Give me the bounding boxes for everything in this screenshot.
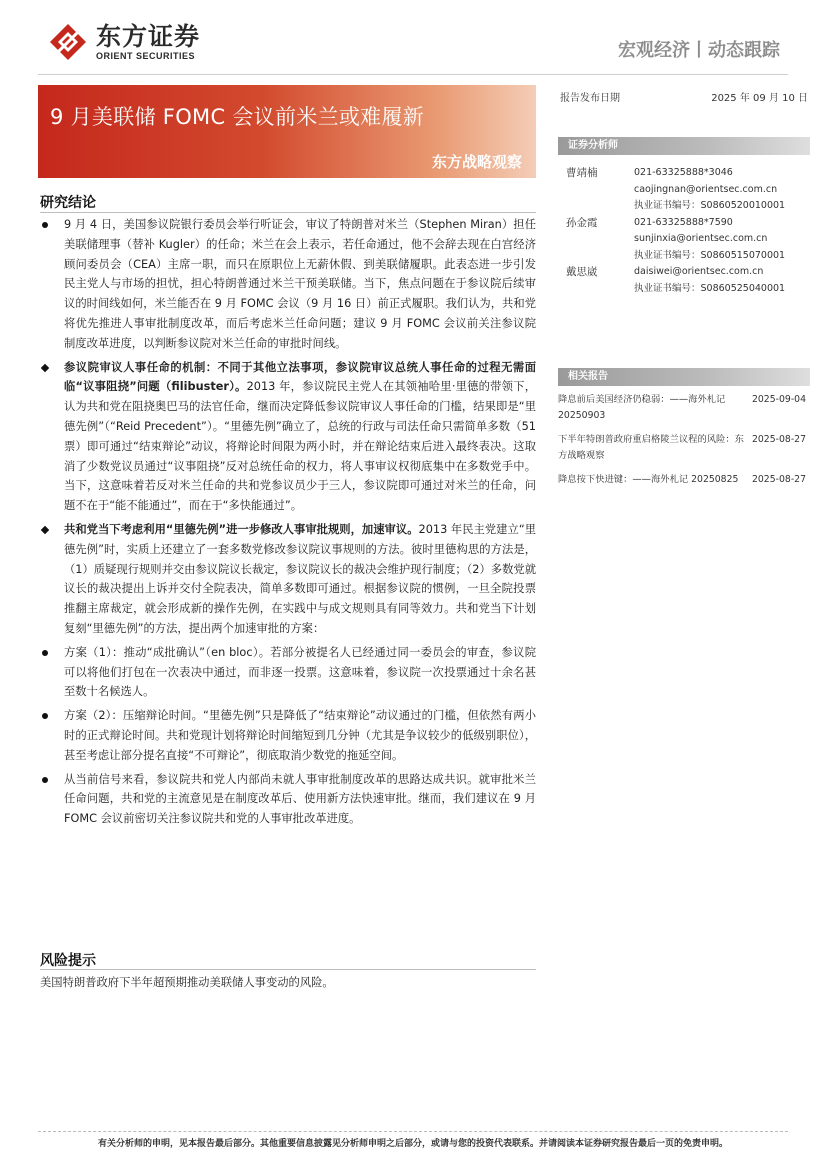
disclaimer-footer: 有关分析师的申明，见本报告最后部分。其他重要信息披露见分析师申明之后部分，或请与您的投资代表联系。并请阅读本证券研究报告最后一页的免责申明。 [97,1139,728,1149]
bullet-text: 2013 年，参议院民主党人在其领袖哈里·里德的带领下，认为共和党在阻挠奥巴马的法官任命，继而决定降低参议院审议人事任命的门槛，结果即是“里德先例”（“Reid Precedent”）。“里德先例”确立了，总统的行政与司法任命只需简单多数（51 票）即可通过“结束辩论”动议，将辩论时间限为两小时，并在辩论结束后进入最终表决。这取消了少数党议员通过“议事阻挠”反对总统任命的权力，将人事审议权彻底集中在多数党手中。当下，这意味着若反对米兰任命的共和党参议员少于三人，参议院即可通过对米兰的任命，问题不在于“能不能通过”，而在于“多快能通过”。 [64,380,536,513]
related-reports-header [558,368,810,386]
related-reports-header-label: 相关报告 [568,371,608,382]
report-date-value: 2025 年 09 月 10 日 [711,93,808,104]
related-report-title[interactable]: 降息前后美国经济仍稳弱：——海外札记 20250903 [558,394,726,421]
report-category: 宏观经济丨动态跟踪 [618,40,780,61]
analyst-phone: 021-63325888*7590 [634,216,733,228]
report-date [560,89,808,104]
risk-divider [40,969,536,970]
logo-chinese-name: 东方证券 [96,22,201,51]
conclusion-bullets [40,215,536,833]
analysts-list [566,165,810,297]
related-report-title[interactable]: 下半年特朗普政府重启格陵兰议程的风险：东方战略观察 [558,434,744,461]
analyst-row [566,165,810,182]
analyst-row [566,264,810,281]
bullet-lead: 共和党当下考虑利用“里德先例”进一步修改人事审批规则，加速审议。 [64,522,419,536]
analyst-row [566,198,810,215]
related-report-item[interactable] [558,472,810,488]
related-report-date: 2025-08-27 [751,434,806,445]
risk-heading: 风险提示 [40,953,96,969]
report-title: 9 月美联储 FOMC 会议前米兰或难履新 [50,105,425,129]
analyst-email[interactable]: sunjinxia@orientsec.com.cn [634,233,768,244]
risk-text: 美国特朗普政府下半年超预期推动美联储人事变动的风险。 [40,976,334,989]
analyst-row [566,182,810,199]
analyst-email[interactable]: daisiwei@orientsec.com.cn [634,266,764,277]
bullet-item [40,520,536,639]
bullet-text: 方案（1）：推动“成批确认”（en bloc）。若部分被提名人已经通过同一委员会的审查，参议院可以将他们打包在一次表决中通过，而非逐一投票。这意味着，参议院一次投票通过十余名甚至数十名候选人。 [64,645,536,699]
analyst-name: 孙金霞 [566,216,598,229]
analyst-row [566,281,810,298]
bullet-item [40,706,536,765]
conclusion-divider [40,212,536,213]
report-date-label: 报告发布日期 [560,93,620,104]
bullet-text: 9 月 4 日，美国参议院银行委员会举行听证会，审议了特朗普对米兰（Stephen Miran）担任美联储理事（替补 Kugler）的任命；米兰在会上表示，若任命通过，他不会辞去现在白宫经济顾问委员会（CEA）主席一职，而只在原职位上无薪休假、到美联储履职。此表态进一步引发民主党人与市场的担忧，担心特朗普通过米兰干预美联储。当下，焦点问题在于参议院后续审议的时间线如何，米兰能否在 9 月 FOMC 会议（9 月 16 日）前正式履职。我们认为，共和党将优先推进人事审批制度改革，而后考虑米兰任命问题；建议 9 月 FOMC 会议前关注参议院制度改革进度，以判断参议院对米兰任命的审批时间线。 [64,218,536,350]
analyst-row [566,215,810,232]
bullet-text: 2013 年民主党建立“里德先例”时，实质上还建立了一套多数党修改参议院议事规则的方法。彼时里德构思的方法是，（1）质疑现行规则并交由参议院议长裁定，参议院议长的裁决会维护现行制度；（2）多数党就议长的裁决提出上诉并交付全院表决，简单多数即可通过。根据参议院的惯例，一旦全院投票推翻主席裁定，就会形成新的操作先例，在实践中与成文规则具有同等效力。共和党当下计划复刻“里德先例”的方法，提出两个加速审批的方案： [64,522,536,635]
related-report-date: 2025-09-04 [751,394,806,405]
analyst-email[interactable]: caojingnan@orientsec.com.cn [634,183,778,195]
bullet-item [40,643,536,702]
analyst-row [566,231,810,248]
report-series: 东方战略观察 [431,153,522,171]
analyst-cert: 执业证书编号：S0860515070001 [634,249,786,261]
title-banner [38,85,536,178]
logo-english-name: ORIENT SECURITIES [96,51,196,61]
related-reports-list [558,392,810,496]
analysts-header-label: 证券分析师 [568,140,618,151]
analyst-phone: 021-63325888*3046 [634,167,733,178]
related-report-title[interactable]: 降息按下快进键：——海外札记 20250825 [558,474,739,485]
footer-divider [38,1131,788,1132]
conclusion-heading: 研究结论 [40,195,96,211]
analyst-name: 戴思崴 [566,266,598,278]
related-report-item[interactable] [558,432,810,464]
analyst-cert: 执业证书编号：S0860525040001 [634,282,786,294]
bullet-text: 从当前信号来看，参议院共和党人内部尚未就人事审批制度改革的思路达成共识。就审批米兰任命问题，共和党的主流意见是在制度改革后、使用新方法快速审批。继而，我们建议在 9 月 FOMC 会议前密切关注参议院共和党的人事审批改革进度。 [64,772,536,826]
analyst-name: 曹靖楠 [566,167,598,179]
company-logo [48,20,200,64]
bullet-item [40,770,536,829]
bullet-item [40,215,536,354]
orient-logo-icon [48,22,88,62]
bullet-text: 方案（2）：压缩辩论时间。“里德先例”只是降低了“结束辩论”动议通过的门槛，但依然有两小时的正式辩论时间。共和党现计划将辩论时间缩短到几分钟（尤其是争议较少的低级别职位），甚至考虑让部分提名直接“不可辩论”，彻底取消少数党的拖延空间。 [64,709,536,762]
analyst-cert: 执业证书编号：S0860520010001 [634,200,786,211]
related-report-date: 2025-08-27 [751,474,806,485]
bullet-item [40,358,536,516]
analyst-row [566,248,810,265]
header-divider [38,74,788,75]
related-report-item[interactable] [558,392,810,424]
analysts-header [558,137,810,155]
bullet-lead: 参议院审议人事任命的机制：不同于其他立法事项，参议院审议总统人事任命的过程无需面临“议事阻挠”问题（filibuster）。 [64,360,536,394]
